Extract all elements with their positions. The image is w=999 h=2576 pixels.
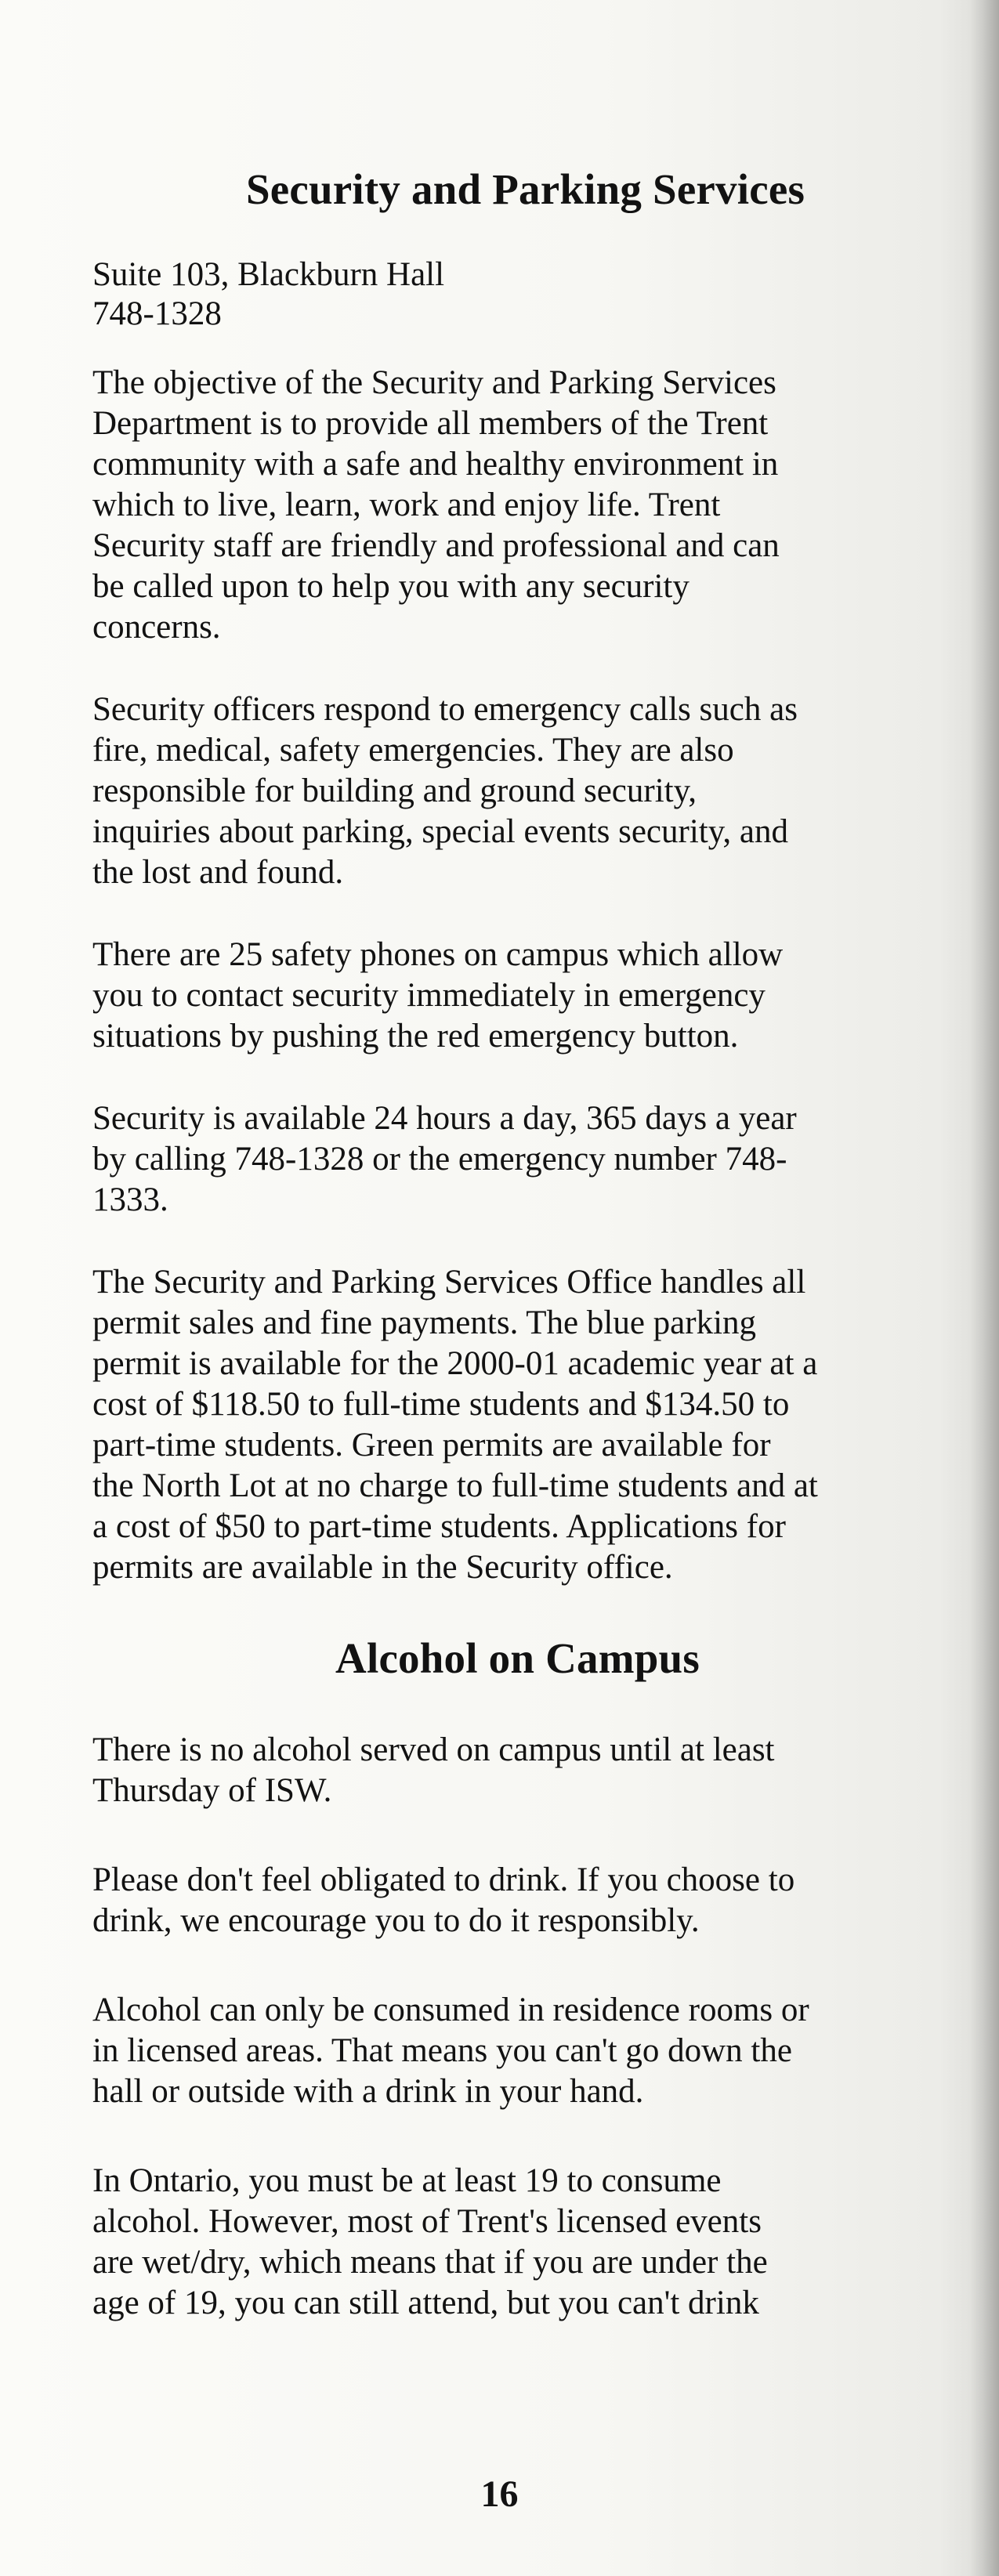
- text-line: In Ontario, you must be at least 19 to consume: [92, 2162, 722, 2199]
- text-line: you to contact security immediately in emergency: [92, 977, 766, 1014]
- text-line: Security is available 24 hours a day, 365 days a year: [92, 1100, 797, 1137]
- text-line: concerns.: [92, 609, 221, 646]
- text-line: Alcohol can only be consumed in residence rooms or: [92, 1992, 809, 2028]
- text-line: permit sales and fine payments. The blue parking: [92, 1304, 757, 1341]
- text-line: a cost of $50 to part-time students. Applications for: [92, 1508, 786, 1545]
- drinking-responsibility-paragraph: [92, 1860, 943, 1941]
- alcohol-heading: Alcohol on Campus: [335, 1634, 700, 1682]
- address-line: Suite 103, Blackburn Hall: [92, 256, 445, 293]
- text-line: responsible for building and ground security,: [92, 772, 697, 809]
- text-line: the North Lot at no charge to full-time students and at: [92, 1467, 818, 1504]
- text-line: inquiries about parking, special events security, and: [92, 813, 789, 850]
- text-line: Department is to provide all members of the Trent: [92, 405, 769, 442]
- text-line: hall or outside with a drink in your hand.: [92, 2073, 644, 2110]
- text-line: in licensed areas. That means you can't go down the: [92, 2032, 792, 2069]
- text-line: Please don't feel obligated to drink. If you choose to: [92, 1861, 795, 1898]
- security-address: [92, 255, 943, 334]
- security-availability-paragraph: [92, 1098, 943, 1221]
- alcohol-section: [92, 1634, 943, 2324]
- text-line: part-time students. Green permits are available for: [92, 1427, 771, 1463]
- text-line: permit is available for the 2000-01 academic year at a: [92, 1345, 818, 1382]
- text-line: 1333.: [92, 1181, 168, 1218]
- licensed-areas-paragraph: [92, 1990, 943, 2112]
- text-line: be called upon to help you with any security: [92, 568, 690, 605]
- security-heading: Security and Parking Services: [245, 165, 805, 213]
- text-line: by calling 748-1328 or the emergency number 748-: [92, 1141, 787, 1178]
- text-line: situations by pushing the red emergency button.: [92, 1018, 739, 1055]
- text-line: Security staff are friendly and professional and can: [92, 527, 780, 564]
- page-content: [92, 165, 943, 2324]
- page-edge-shadow: [969, 0, 999, 2576]
- text-line: alcohol. However, most of Trent's licensed events: [92, 2203, 762, 2240]
- phone-line: 748-1328: [92, 295, 222, 332]
- parking-permit-paragraph: [92, 1262, 943, 1588]
- ontario-age-paragraph: [92, 2161, 943, 2324]
- text-line: which to live, learn, work and enjoy life. Trent: [92, 487, 721, 523]
- text-line: The objective of the Security and Parking Services: [92, 364, 776, 401]
- text-line: age of 19, you can still attend, but you can't drink: [92, 2285, 759, 2321]
- safety-phones-paragraph: [92, 935, 943, 1057]
- security-section: [92, 165, 943, 1588]
- alcohol-service-paragraph: [92, 1730, 943, 1811]
- text-line: Thursday of ISW.: [92, 1772, 332, 1809]
- security-objective-paragraph: [92, 363, 943, 648]
- text-line: community with a safe and healthy environment in: [92, 446, 779, 483]
- text-line: Security officers respond to emergency calls such as: [92, 691, 798, 728]
- page-number: 16: [480, 2473, 519, 2515]
- text-line: There are 25 safety phones on campus which allow: [92, 936, 784, 973]
- text-line: cost of $118.50 to full-time students and $134.50 to: [92, 1386, 790, 1423]
- text-line: the lost and found.: [92, 854, 344, 891]
- security-responsibilities-paragraph: [92, 689, 943, 893]
- text-line: There is no alcohol served on campus until at least: [92, 1731, 775, 1768]
- text-line: drink, we encourage you to do it responsibly.: [92, 1902, 700, 1939]
- text-line: The Security and Parking Services Office handles all: [92, 1264, 806, 1301]
- text-line: fire, medical, safety emergencies. They are also: [92, 732, 734, 769]
- text-line: are wet/dry, which means that if you are under the: [92, 2244, 768, 2281]
- text-line: permits are available in the Security office.: [92, 1549, 673, 1586]
